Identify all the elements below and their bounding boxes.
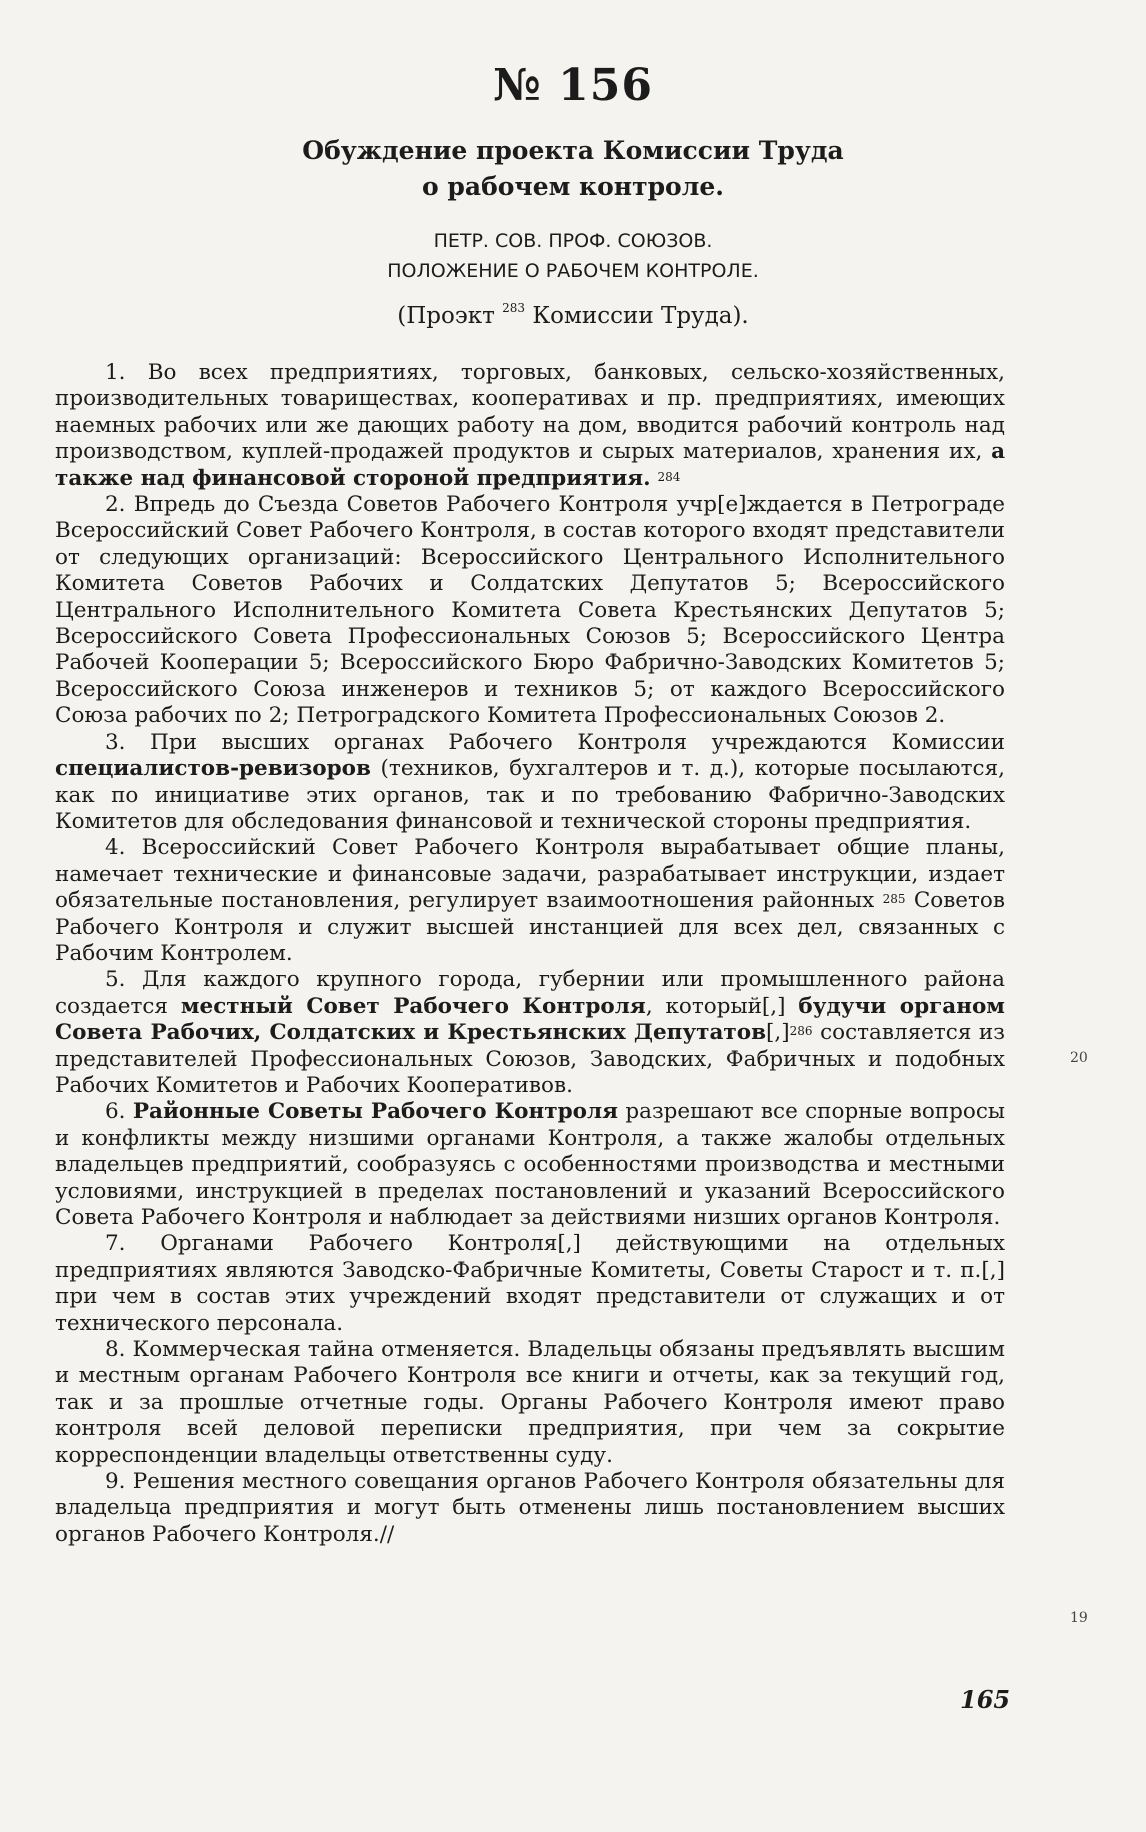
title-line-1: Обуждение проекта Комиссии Труда: [302, 136, 844, 165]
paragraph-7: 7. Органами Рабочего Контроля[,] действующими на отдельных предприятиях являются Заводско-Фабричные Комитеты, Советы Старост и т. п.[,] при чем в состав этих учреждений входят представители от служащих и от технического персонала.: [55, 1231, 1005, 1336]
margin-note-20: 20: [1070, 1050, 1088, 1066]
document-subtitle: [0, 303, 1146, 329]
paragraph-5-post: составляется из представителей Профессиональных Союзов, Заводских, Фабричных и подобных Рабочих Комитетов и Рабочих Кооперативов.: [55, 1020, 1005, 1098]
document-body: [55, 360, 1005, 1548]
paragraph-9: 9. Решения местного совещания органов Рабочего Контроля обязательны для владельца предприятия и могут быть отменены лишь постановлением высших органов Рабочего Контроля.//: [55, 1469, 1005, 1547]
paragraph-5-bracket: [,]: [766, 1020, 790, 1046]
margin-note-19: 19: [1070, 1610, 1088, 1626]
subtitle-pre: (Проэкт: [397, 303, 495, 329]
paragraph-5-mid: , который[,]: [645, 993, 786, 1019]
document-title: [0, 133, 1146, 205]
paragraph-3-pre: 3. При высших органах Рабочего Контроля учреждаются Комиссии: [105, 729, 1005, 755]
page-number: 165: [960, 1685, 1011, 1714]
regulation-line: ПОЛОЖЕНИЕ О РАБОЧЕМ КОНТРОЛЕ.: [387, 260, 759, 282]
paragraph-6-post: разрешают все спорные вопросы и конфликты между низшими органами Контроля, а также жалобы отдельных владельцев предприятий, сообразуясь с особенностями производства и местными условиями, инструкцией в пределах постановлений и указаний Всероссийского Совета Рабочего Контроля и наблюдает за действиями низших органов Контроля.: [55, 1099, 1005, 1230]
paragraph-6-bold: Районные Советы Рабочего Контроля: [132, 1099, 618, 1125]
paragraph-4-post: Советов Рабочего Контроля и служит высшей инстанцией для всех дел, связанных с Рабочим Контролем.: [55, 888, 1005, 966]
paragraph-6-pre: 6.: [105, 1099, 126, 1125]
paragraph-3-bold: специалистов-ревизоров: [55, 756, 371, 782]
paragraph-5: [55, 967, 1005, 1099]
document-header: [0, 226, 1146, 286]
footnote-ref-285: 285: [882, 892, 906, 907]
title-line-2: о рабочем контроле.: [422, 172, 724, 201]
paragraph-4: [55, 835, 1005, 967]
paragraph-5-bold-1: местный Совет Рабочего Контроля: [180, 993, 646, 1019]
subtitle-post: Комиссии Труда).: [532, 303, 749, 329]
footnote-ref-284: 284: [657, 469, 681, 484]
paragraph-1-text: 1. Во всех предприятиях, торговых, банковых, сельско-хозяйственных, производительных товариществах, кооперативах и пр. предприятиях, имеющих наемных рабочих или же дающих работу на дом, вводится рабочий контроль над производством, куплей-продажей продуктов и сырых материалов, хранения их,: [55, 360, 1005, 465]
paragraph-8: 8. Коммерческая тайна отменяется. Владельцы обязаны предъявлять высшим и местным органам Рабочего Контроля все книги и отчеты, как за текущий год, так и за прошлые отчетные годы. Органы Рабочего Контроля имеют право контроля всей деловой переписки предприятия, при чем за сокрытие корреспонденции владельцы ответственны суду.: [55, 1337, 1005, 1468]
org-line: ПЕТР. СОВ. ПРОФ. СОЮЗОВ.: [433, 230, 713, 252]
paragraph-3: [55, 730, 1005, 836]
paragraph-5-bold-2: будучи органом Совета Рабочих, Солдатских и Крестьянских Депутатов: [55, 993, 1005, 1046]
paragraph-5-pre: 5. Для каждого крупного города, губернии или промышленного района создается: [55, 967, 1005, 1019]
paragraph-2: 2. Впредь до Съезда Советов Рабочего Контроля учр[е]ждается в Петрограде Всероссийский Совет Рабочего Контроля, в состав которого входят представители от следующих организаций: Всероссийского Центрального Исполнительного Комитета Советов Рабочих и Солдатских Депутатов 5; Всероссийского Центрального Исполнительного Комитета Совета Крестьянских Депутатов 5; Всероссийского Совета Профессиональных Союзов 5; Всероссийского Центра Рабочей Кооперации 5; Всероссийского Бюро Фабрично-Заводских Комитетов 5; Всероссийского Союза инженеров и техников 5; от каждого Всероссийского Союза рабочих по 2; Петроградского Комитета Профессиональных Союзов 2.: [55, 492, 1005, 729]
paragraph-1: [55, 360, 1005, 492]
footnote-ref-283: 283: [502, 301, 526, 315]
paragraph-4-pre: 4. Всероссийский Совет Рабочего Контроля вырабатывает общие планы, намечает технические и финансовые задачи, разрабатывает инструкции, издает обязательные постановления, регулирует взаимоотношения районных: [55, 835, 1005, 914]
paragraph-6: [55, 1099, 1005, 1231]
paragraph-1-bold: а также над финансовой стороной предприятия.: [55, 439, 1006, 491]
footnote-ref-286: 286: [789, 1024, 813, 1039]
document-number: № 156: [493, 60, 653, 111]
paragraph-3-post: (техников, бухгалтеров и т. д.), которые посылаются, как по инициативе этих органов, так и по требованию Фабрично-Заводских Комитетов для обследования финансовой и технической стороны предприятия.: [55, 756, 1005, 834]
